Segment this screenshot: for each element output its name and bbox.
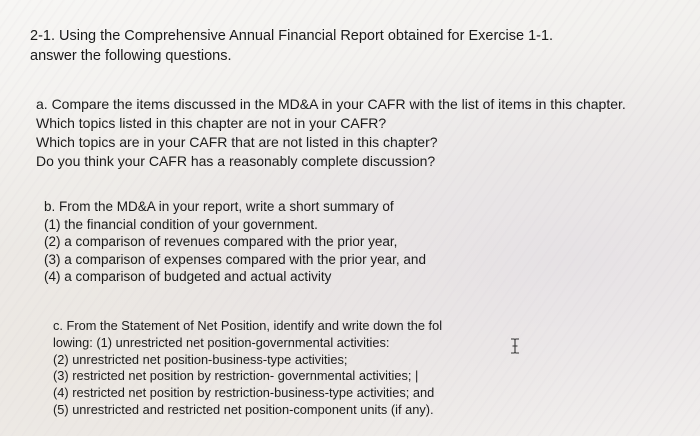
text-line: (4) a comparison of budgeted and actual activity (44, 269, 332, 284)
text-line: Which topics are in your CAFR that are not listed in this chapter? (36, 134, 438, 150)
exercise-heading (30, 26, 553, 66)
text-line: a. Compare the items discussed in the MD&A in your CAFR with the list of items in this chapter. (36, 96, 626, 112)
text-cursor-icon (509, 338, 521, 354)
text-line: c. From the Statement of Net Position, identify and write down the fol (53, 318, 443, 333)
text-line: answer the following questions. (30, 48, 232, 64)
question-b (44, 198, 426, 286)
text-line: Which topics listed in this chapter are not in your CAFR? (36, 115, 387, 131)
question-a (36, 95, 626, 171)
text-line: (1) the financial condition of your government. (44, 216, 318, 232)
text-line: (3) a comparison of expenses compared with the prior year, and (44, 251, 426, 267)
question-c (53, 318, 442, 419)
text-line: lowing: (1) unrestricted net position-governmental activities: (53, 334, 390, 350)
text-line: b. From the MD&A in your report, write a short summary of (44, 199, 394, 214)
text-line: 2-1. Using the Comprehensive Annual Financial Report obtained for Exercise 1-1. (30, 28, 554, 44)
text-line: (2) a comparison of revenues compared with the prior year, (44, 234, 398, 249)
text-line: Do you think your CAFR has a reasonably complete discussion? (36, 153, 436, 169)
text-line: (5) unrestricted and restricted net position-component units (if any). (53, 401, 434, 417)
text-line: (3) restricted net position by restriction- governmental activities; | (53, 368, 419, 384)
text-line: (4) restricted net position by restriction-business-type activities; and (53, 385, 435, 401)
text-line: (2) unrestricted net position-business-type activities; (53, 351, 348, 367)
